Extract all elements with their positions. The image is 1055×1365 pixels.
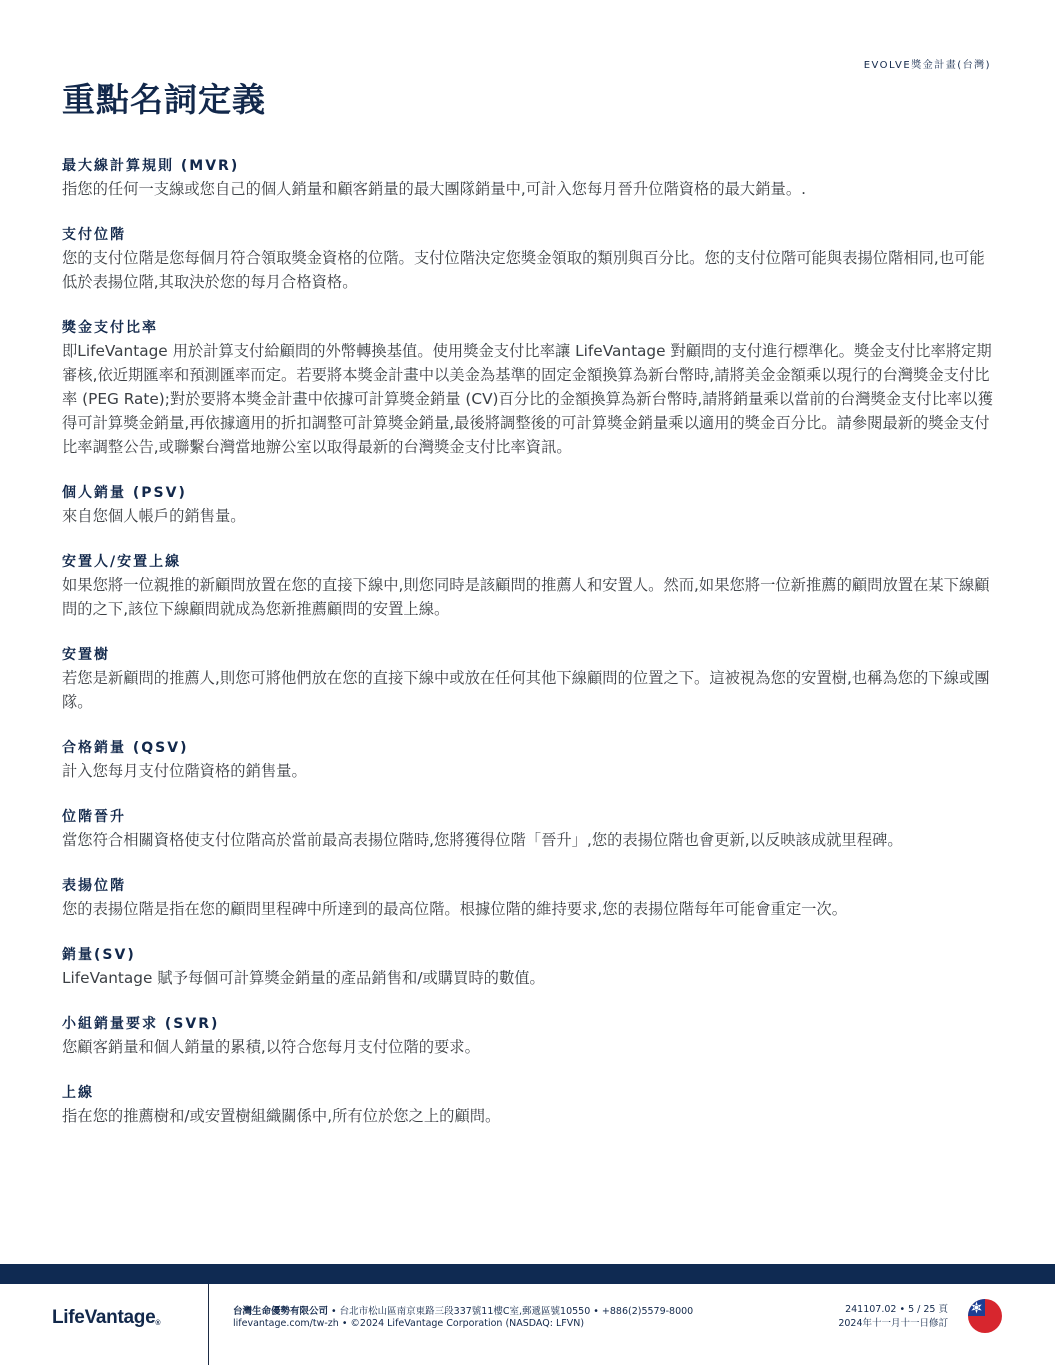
- definition-text: 如果您將一位親推的新顧問放置在您的直接下線中,則您同時是該顧問的推薦人和安置人。然而,如果您將一位新推薦的顧問放置在某下線顧問的之下,該位下線顧問就成為您新推薦顧問的安置上線。: [62, 576, 990, 618]
- definition-term: 上線: [62, 1085, 94, 1101]
- document-info: 241107.02 • 5 / 25 頁 2024年十一月十一日修訂: [838, 1304, 948, 1329]
- definition-item: [62, 876, 997, 921]
- definition-term: 小組銷量要求 (SVR): [62, 1016, 220, 1032]
- page-number: 5 / 25 頁: [908, 1304, 948, 1315]
- definition-text: 計入您每月支付位階資格的銷售量。: [62, 762, 307, 780]
- company-details: • 台北市松山區南京東路三段337號11樓C室,郵遞區號10550 • +886(2)5579-8000: [328, 1306, 694, 1317]
- definition-item: [62, 225, 997, 294]
- definition-term: 銷量(SV): [62, 947, 136, 963]
- definition-text: 來自您個人帳戶的銷售量。: [62, 507, 246, 525]
- revision-date: 2024年十一月十一日修訂: [838, 1318, 948, 1329]
- definitions-list: [62, 156, 997, 1152]
- definition-item: [62, 318, 997, 459]
- definition-term: 個人銷量 (PSV): [62, 485, 187, 501]
- company-address-line: [233, 1303, 793, 1317]
- website-copyright-line: lifevantage.com/tw-zh • ©2024 LifeVantage Corporation (NASDAQ: LFVN): [233, 1318, 585, 1329]
- footer-accent-bar: [0, 1264, 1055, 1284]
- definition-item: [62, 1083, 997, 1128]
- definition-text: 當您符合相關資格使支付位階高於當前最高表揚位階時,您將獲得位階「晉升」,您的表揚位階也會更新,以反映該成就里程碑。: [62, 831, 903, 849]
- definition-item: [62, 483, 997, 528]
- logo-text: LifeVantage: [52, 1307, 156, 1328]
- definition-item: [62, 552, 997, 621]
- definition-term: 表揚位階: [62, 878, 126, 894]
- definition-item: [62, 738, 997, 783]
- definition-text: LifeVantage 賦予每個可計算獎金銷量的產品銷售和/或購買時的數值。: [62, 969, 545, 987]
- definition-term: 安置樹: [62, 647, 110, 663]
- definition-text: 若您是新顧問的推薦人,則您可將他們放在您的直接下線中或放在任何其他下線顧問的位置之下。這被視為您的安置樹,也稱為您的下線或團隊。: [62, 669, 990, 711]
- definition-term: 最大線計算規則 (MVR): [62, 158, 240, 174]
- definition-text: 您的表揚位階是指在您的顧問里程碑中所達到的最高位階。根據位階的維持要求,您的表揚位階每年可能會重定一次。: [62, 900, 848, 918]
- definition-text: 您顧客銷量和個人銷量的累積,以符合您每月支付位階的要求。: [62, 1038, 480, 1056]
- definition-item: [62, 1014, 997, 1059]
- registered-mark: ®: [155, 1320, 161, 1327]
- definition-item: [62, 807, 997, 852]
- document-code: 241107.02: [845, 1304, 897, 1315]
- footer-divider: [208, 1284, 209, 1365]
- page-footer: [0, 1284, 1055, 1365]
- definition-term: 支付位階: [62, 227, 126, 243]
- company-name: 台灣生命優勢有限公司: [233, 1306, 329, 1317]
- definition-item: [62, 945, 997, 990]
- lifevantage-logo: [52, 1307, 160, 1329]
- definition-term: 位階晉升: [62, 809, 126, 825]
- definition-text: 即LifeVantage 用於計算支付給顧問的外幣轉換基值。使用獎金支付比率讓 LifeVantage 對顧問的支付進行標準化。獎金支付比率將定期審核,依近期匯率和預測匯率而定。若要將本獎金計畫中以美金為基準的固定金額換算為新台幣時,請將美金金額乘以現行的台灣獎金支付比率 (PEG Rate);對於要將本獎金計畫中依據可計算獎金銷量 (CV)百分比的金額換算為新台幣時,請將銷量乘以當前的台灣獎金支付比率以獲得可計算獎金銷量,再依據適用的折扣調整可計算獎金銷量,最後將調整後的可計算獎金銷量乘以適用的獎金百分比。請參閱最新的獎金支付比率調整公告,或聯繫台灣當地辦公室以取得最新的台灣獎金支付比率資訊。: [62, 342, 993, 456]
- definition-item: [62, 156, 997, 201]
- definition-text: 指在您的推薦樹和/或安置樹組織關係中,所有位於您之上的顧問。: [62, 1107, 501, 1125]
- definition-term: 安置人/安置上線: [62, 554, 182, 570]
- definition-term: 合格銷量 (QSV): [62, 740, 189, 756]
- definition-text: 您的支付位階是您每個月符合領取獎金資格的位階。支付位階決定您獎金領取的類別與百分比。您的支付位階可能與表揚位階相同,也可能低於表揚位階,其取決於您的每月合格資格。: [62, 249, 985, 291]
- definition-text: 指您的任何一支線或您自己的個人銷量和顧客銷量的最大團隊銷量中,可計入您每月晉升位階資格的最大銷量。.: [62, 180, 806, 198]
- document-header-tag: EVOLVE獎金計畫(台灣): [863, 60, 991, 71]
- definition-term: 獎金支付比率: [62, 320, 158, 336]
- definition-item: [62, 645, 997, 714]
- taiwan-flag-icon: [968, 1299, 1002, 1333]
- page-title: 重點名詞定義: [62, 80, 266, 119]
